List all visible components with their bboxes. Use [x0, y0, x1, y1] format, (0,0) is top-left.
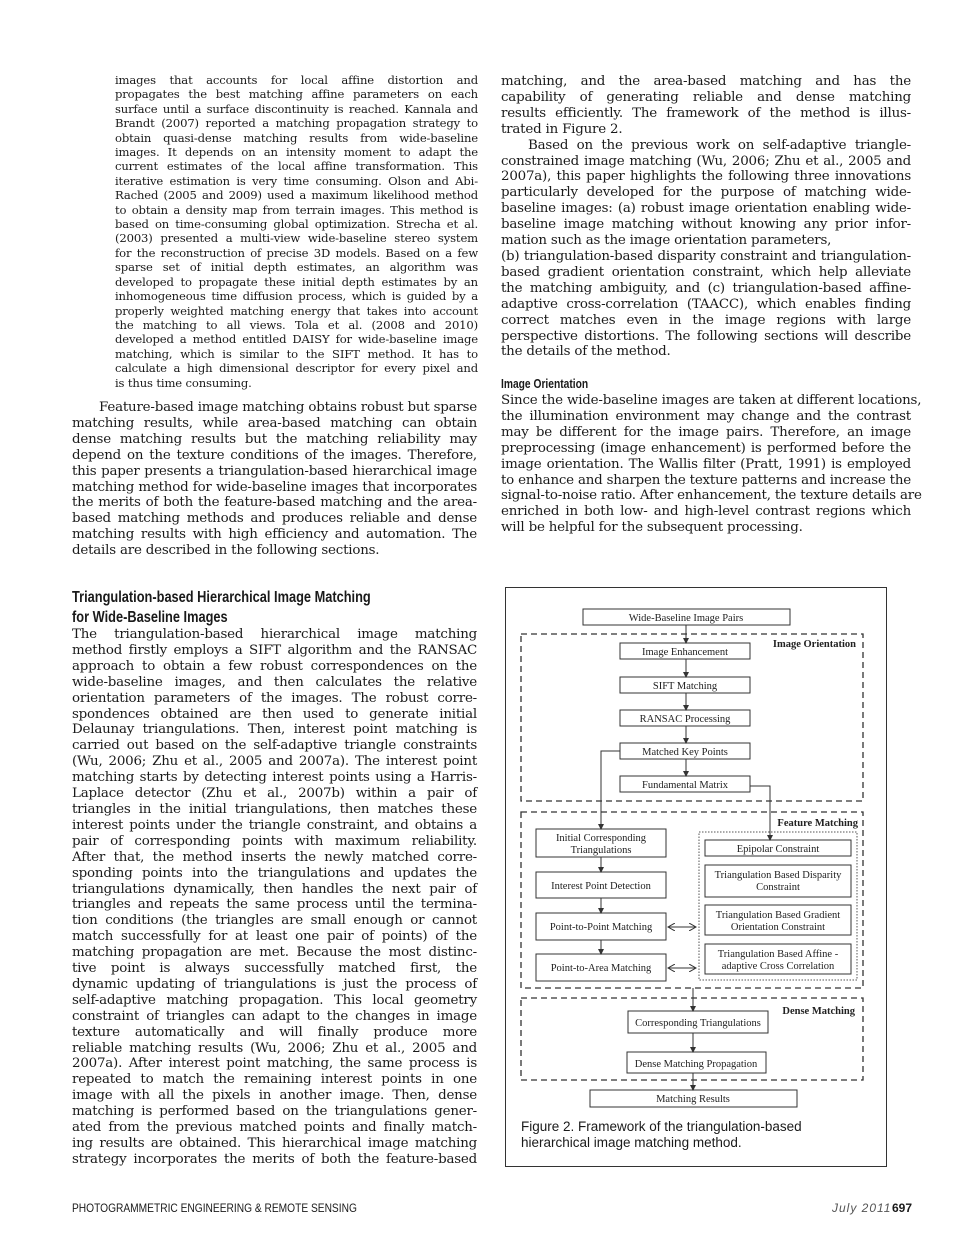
text-line: particularly developed for the purpose of matching wide- — [501, 185, 911, 201]
text-line: method firstly employs a SIFT algorithm and the RANSAC — [72, 642, 477, 658]
text-line: triangles and repeats the same process until the termina- — [72, 897, 477, 913]
text-p2a: Point-to-Area Matching — [550, 962, 651, 974]
text-line: the details of the method. — [501, 344, 671, 360]
text-line: to enhance and sharpen the texture patterns and increase the — [501, 472, 912, 488]
text-line: image with all the pixels in another image. Then, dense — [72, 1088, 477, 1104]
label-feature-matching: Feature Matching — [776, 817, 858, 829]
text-line: triangulations dynamically, then handles the next pair of — [72, 881, 477, 897]
text-line: interest points under the triangle constraint, and obtains a — [72, 817, 477, 833]
text-line: surface until a surface discontinuity is reached. Kannala and — [115, 101, 478, 116]
caption-line: Figure 2. Framework of the triangulation-based — [521, 1119, 802, 1134]
text-line: may be different for the image pairs. Therefore, an image — [501, 424, 911, 440]
text-line: iterative estimation is very time consuming. Olson and Abi- — [115, 173, 478, 188]
text-line: sponding points into the triangulations and updates the — [72, 865, 477, 881]
text-line: matching propagation are met. Because the most distinc- — [72, 945, 477, 961]
text-line: matching, which is similar to the SIFT method. It has to — [115, 346, 478, 361]
text-line: matching results with high efficiency and automation. The — [72, 527, 477, 543]
text-gradient: Triangulation Based Gradient — [715, 909, 840, 921]
text-line: repeated to match the remaining interest points in one — [72, 1072, 477, 1088]
text-line: Laplace detector (Zhu et al., 2007b) within a pair of — [72, 786, 477, 802]
text-initial: Initial Corresponding — [555, 832, 646, 844]
text-line: results efficiently. The framework of the method is illus- — [501, 105, 911, 121]
text-interest: Interest Point Detection — [550, 880, 651, 892]
text-keypoints: Matched Key Points — [641, 746, 728, 758]
text-line: preprocessing (image enhancement) is performed before the — [501, 440, 911, 456]
text-line: matching is performed based on the triangulations gener- — [72, 1104, 477, 1120]
text-line: the illumination environment may change and the contrast — [501, 408, 911, 424]
text-line: After that, the method inserts the newly matched corre- — [72, 849, 477, 865]
text-input: Wide-Baseline Image Pairs — [628, 612, 743, 624]
text-line: sparse set of initial depth estimates, an algorithm was — [115, 260, 478, 275]
label-image-orientation: Image Orientation — [772, 638, 856, 650]
text-line: obtain quasi-dense matching results from wide-baseline — [115, 130, 478, 145]
text-line: for the reconstruction of precise 3D models. Based on a few — [115, 245, 478, 260]
text-line: 2007a), this paper highlights the following three innovations — [501, 169, 911, 185]
text-line: (b) triangulation-based disparity constraint and triangulation- — [501, 248, 911, 264]
text-initial: Triangulations — [570, 844, 631, 856]
text-line: to obtain a density map from terrain images. This method is — [115, 202, 478, 217]
text-line: correct matches even in the image regions with large — [501, 312, 911, 328]
text-line: this paper presents a triangulation-based hierarchical image — [72, 463, 477, 479]
text-fundamental: Fundamental Matrix — [641, 779, 728, 791]
text-line: triangles in the initial triangulations, then matches these — [72, 801, 477, 817]
text-line: depend on the texture conditions of the images. Therefore, — [72, 447, 477, 463]
text-line: the matching to all views. Tola et al. (2008 and 2010) — [115, 317, 478, 332]
text-line: developed to propagate these initial depth estimates by an — [115, 274, 478, 289]
text-sift: SIFT Matching — [652, 680, 717, 692]
footer-date: July 2011 — [832, 1201, 892, 1215]
subheading-image-orientation: Image Orientation — [501, 377, 589, 391]
label-dense-matching: Dense Matching — [781, 1005, 855, 1017]
text-results: Matching Results — [655, 1093, 730, 1105]
text-line: baseline image matching without knowing any prior infor- — [501, 217, 911, 233]
text-enhance: Image Enhancement — [641, 646, 728, 658]
text-disparity: Constraint — [755, 881, 800, 893]
text-line: tive point is always successfully matched first, the — [72, 961, 477, 977]
text-line: dynamic updating of triangulations is just the process of — [72, 976, 477, 992]
text-affine: adaptive Cross Correlation — [721, 960, 834, 972]
figure-2 — [505, 587, 887, 1167]
caption-line: hierarchical image matching method. — [521, 1135, 742, 1150]
text-line: Feature-based image matching obtains robust but sparse — [99, 400, 477, 415]
text-ransac: RANSAC Processing — [639, 713, 730, 725]
text-line: based on time-consuming global optimization. Strecha et al. — [115, 217, 478, 232]
text-line: tion conditions (the triangles are small enough or cannot — [72, 913, 477, 929]
text-line: based gradient orientation constraint, which help alleviate — [501, 264, 911, 280]
text-line: reliable matching results (Wu, 2006; Zhu et al., 2005 and — [72, 1040, 477, 1056]
text-line: Delaunay triangulations. Then, interest point matching is — [72, 722, 477, 738]
text-line: approach to obtain a few robust correspondences on the — [72, 658, 477, 674]
page-number: 697 — [892, 1201, 913, 1215]
text-line: match successfully for at least one pair of points) of the — [72, 929, 477, 945]
text-line: Rached (2005 and 2009) used a maximum likelihood method — [115, 188, 478, 203]
section-heading-line: Triangulation-based Hierarchical Image Matching — [72, 589, 371, 606]
text-line: current estimates of the local affine transformation. This — [115, 159, 478, 174]
text-line: trated in Figure 2. — [501, 121, 623, 137]
text-line: self-adaptive matching propagation. This local geometry — [72, 992, 477, 1008]
text-line: image orientation. The Wallis filter (Pratt, 1991) is employed — [501, 456, 911, 472]
text-line: inhomogeneous time diffusion process, which is guided by a — [115, 289, 478, 304]
text-line: is thus time consuming. — [115, 375, 252, 390]
text-epipolar: Epipolar Constraint — [736, 843, 819, 855]
text-line: developed a method entitled DAISY for wide-baseline image — [115, 332, 478, 347]
text-corr-tri: Corresponding Triangulations — [634, 1017, 761, 1029]
text-line: the matching ambiguity, and (c) triangulation-based affine- — [501, 280, 911, 296]
text-line: propagates the best matching affine parameters on each — [115, 87, 478, 102]
text-line: strategy incorporates the merits of both the feature-based — [72, 1151, 477, 1167]
text-line: images. It depends on an intensity moment to adapt the — [115, 145, 478, 160]
text-line: (Wu, 2006; Zhu et al., 2005 and 2007a). The interest point — [72, 754, 477, 770]
text-line: wide-baseline images, and then calculates the relative — [72, 674, 477, 690]
text-line: spondences obtained are then used to generate initial — [72, 706, 477, 722]
text-line: texture automatically and will finally produce more — [72, 1024, 477, 1040]
text-p2p: Point-to-Point Matching — [549, 921, 652, 933]
text-line: carried out based on the self-adaptive triangle constraints — [72, 738, 477, 754]
text-line: based matching methods and produces reliable and dense — [72, 511, 477, 527]
text-line: images that accounts for local affine distortion and — [115, 73, 478, 87]
text-line: matching results, while area-based matching can obtain — [72, 415, 477, 431]
footer-journal: PHOTOGRAMMETRIC ENGINEERING & REMOTE SENSING — [72, 1201, 357, 1215]
text-line: will be helpful for the subsequent processing. — [501, 520, 803, 536]
text-line: matching starts by detecting interest points using a Harris- — [72, 770, 477, 786]
text-line: Brandt (2007) reported a matching propagation strategy to — [115, 116, 478, 131]
text-line: the merits of both the feature-based matching and the area- — [72, 495, 477, 511]
text-line: constraint of triangles can adapt to the changes in image — [72, 1008, 477, 1024]
text-line: signal-to-noise ratio. After enhancement, the texture details are — [501, 488, 922, 504]
text-line: orientation parameters of the images. The robust corre- — [72, 690, 477, 706]
text-line: calculate a high dimensional descriptor for every pixel and — [115, 361, 478, 376]
text-line: pair of corresponding points with maximum reliability. — [72, 833, 477, 849]
text-line: Based on the previous work on self-adaptive triangle- — [528, 137, 911, 153]
figure-caption — [521, 1119, 802, 1151]
text-line: matching, and the area-based matching and has the — [501, 74, 911, 89]
text-disparity: Triangulation Based Disparity — [714, 869, 841, 881]
text-line: capability of generating reliable and dense matching — [501, 89, 911, 105]
text-dense-prop: Dense Matching Propagation — [634, 1058, 757, 1070]
text-line: details are described in the following sections. — [72, 543, 380, 559]
text-line: 2007a). After interest point matching, the same process is — [72, 1056, 477, 1072]
text-line: dense matching results but the matching reliability may — [72, 431, 477, 447]
text-line: Since the wide-baseline images are taken at different locations, — [501, 393, 922, 408]
text-line: baseline images: (a) robust image orientation enabling wide- — [501, 201, 911, 217]
text-line: properly weighted matching energy that takes into account — [115, 303, 478, 318]
text-line: The triangulation-based hierarchical image matching — [72, 627, 477, 642]
text-line: mation such as the image orientation parameters, — [501, 233, 832, 249]
text-gradient: Orientation Constraint — [730, 921, 825, 933]
section-heading-line: for Wide-Baseline Images — [72, 609, 228, 626]
text-line: ated from the previous matched points and finally match- — [72, 1120, 477, 1136]
text-line: constrained image matching (Wu, 2006; Zhu et al., 2005 and — [501, 153, 911, 169]
text-line: adaptive cross-correlation (TAACC), which enables finding — [501, 296, 911, 312]
text-line: ing results are obtained. This hierarchical image matching — [72, 1136, 477, 1151]
text-line: matching method for wide-baseline images that incorporates — [72, 479, 477, 495]
text-line: (2003) presented a multi-view wide-baseline stereo system — [115, 231, 478, 246]
text-line: perspective distortions. The following sections will describe — [501, 328, 911, 344]
text-line: enriched in both low- and high-level contrast regions which — [501, 504, 911, 520]
text-affine: Triangulation Based Affine - — [717, 948, 838, 960]
